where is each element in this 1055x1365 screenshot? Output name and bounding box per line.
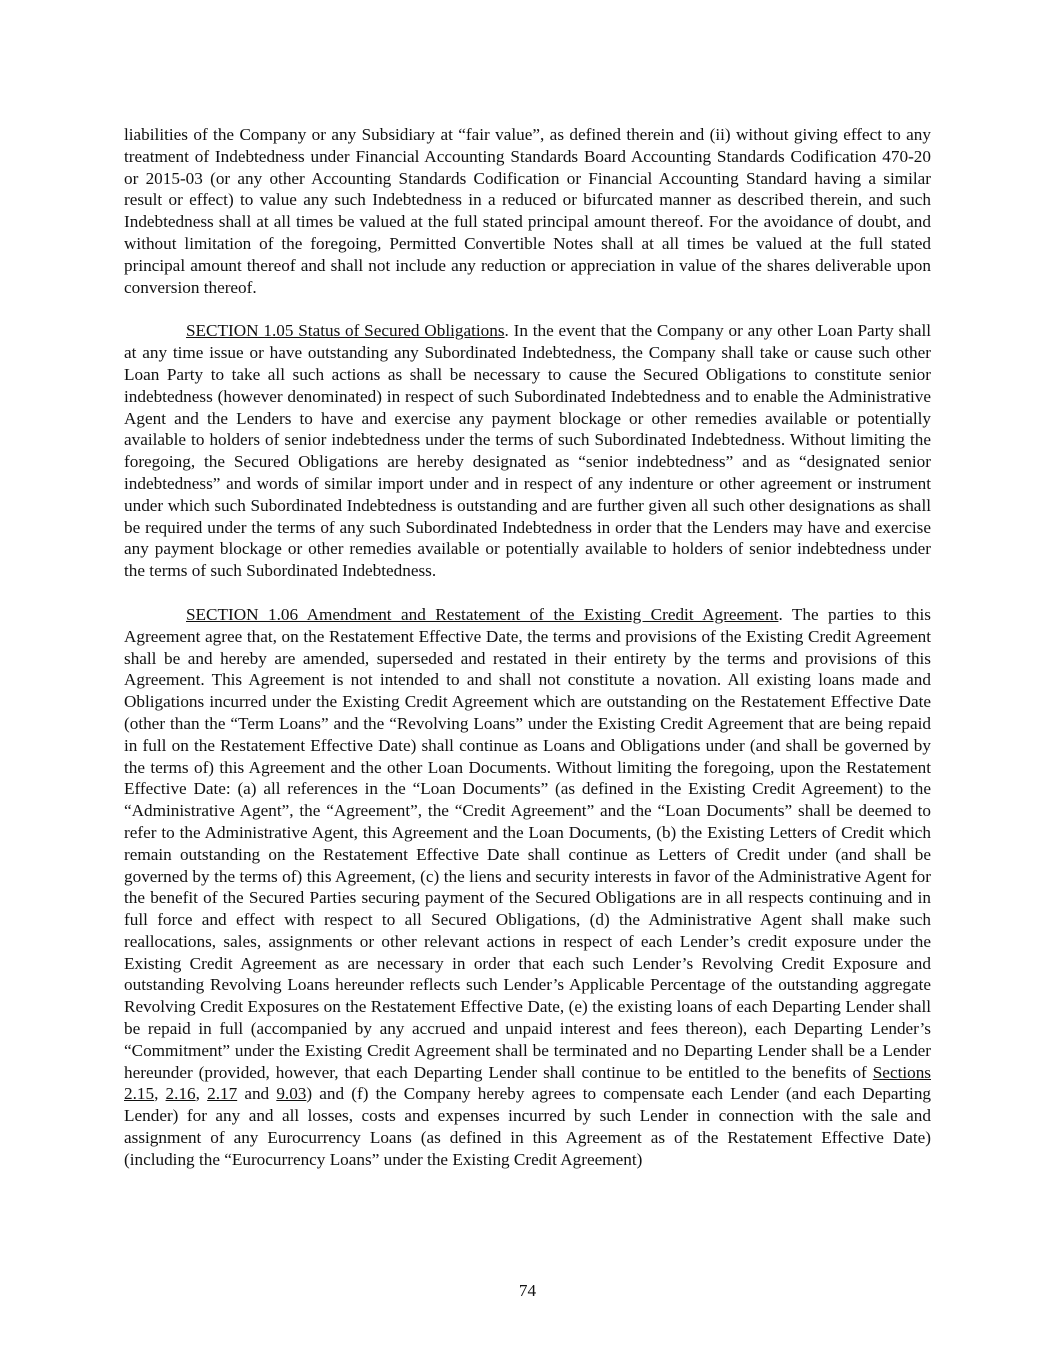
section-1-06-paragraph xyxy=(124,604,931,1171)
document-page xyxy=(124,124,931,1171)
paragraph-spacer xyxy=(124,298,931,320)
page-number: 74 xyxy=(518,1281,537,1300)
section-1-05-heading: SECTION 1.05 Status of Secured Obligations xyxy=(186,321,505,341)
paragraph-text: liabilities of the Company or any Subsidiary at “fair value”, as defined therein and (ii) without giving effect to any treatment of Indebtedness under Financial Accounting Standards Board Accounting Standards Codification 470-20 or 2015-03 (or any other Accounting Standards Codification or Financial Accounting Standard having a similar result or effect) to value any such Indebtedness in a reduced or bifurcated manner as described therein, and such Indebtedness shall at all times be valued at the full stated principal amount thereof. For the avoidance of doubt, and without limitation of the foregoing, Permitted Convertible Notes shall at all times be valued at the full stated principal amount thereof and shall not include any reduction or appreciation in value of the shares deliverable upon conversion thereof. xyxy=(124,125,931,297)
section-1-06-body-part2: ) and (f) the Company hereby agrees to compensate each Lender (and each Departing Lender) for any and all losses, costs and expenses incurred by such Lender in connection with the sale and assignment of any Eurocurrency Loans (as defined in this Agreement as of the Restatement Effective Date) (including the “Eurocurrency Loans” under the Existing Credit Agreement) xyxy=(124,1084,932,1169)
section-1-06-body-part1: . The parties to this Agreement agree that, on the Restatement Effective Date, the terms and provisions of the Existing Credit Agreement shall be and hereby are amended, superseded and restated in their entirety by the terms and provisions of this Agreement. This Agreement is not intended to and shall not constitute a novation. All existing loans made and Obligations incurred under the Existing Credit Agreement which are outstanding on the Restatement Effective Date (other than the “Term Loans” and the “Revolving Loans” under the Existing Credit Agreement that are being repaid in full on the Restatement Effective Date) shall continue as Loans and Obligations under (and shall be governed by the terms of) this Agreement and the other Loan Documents. Without limiting the foregoing, upon the Restatement Effective Date: (a) all references in the “Loan Documents” (as defined in the Existing Credit Agreement) to the “Administrative Agent”, the “Agreement”, the “Credit Agreement” and the “Loan Documents” shall be deemed to refer to the Administrative Agent, this Agreement and the Loan Documents, (b) the Existing Letters of Credit which remain outstanding on the Restatement Effective Date shall continue as Letters of Credit under (and shall be governed by the terms of) this Agreement, (c) the liens and security interests in favor of the Administrative Agent for the benefit of the Secured Parties securing payment of the Secured Obligations are in all respects continuing and in full force and effect with respect to all Secured Obligations, (d) the Administrative Agent shall make such reallocations, sales, assignments or other relevant actions in respect of each Lender’s credit exposure under the Existing Credit Agreement as are necessary in order that each such Lender’s Revolving Credit Exposure and outstanding Revolving Loans hereunder reflects such Lender’s Applicable Percentage of the outstanding aggregate Revolving Credit Exposures on the Restatement Effective Date, (e) the existing loans of each Departing Lender shall be repaid in full (accompanied by any accrued and unpaid interest and fees thereon), each Departing Lender’s “Commitment” under the Existing Credit Agreement shall be terminated and no Departing Lender shall be a Lender hereunder (provided, however, that each Departing Lender shall continue to be entitled to the benefits of xyxy=(124,604,931,1082)
cross-reference-section-2-17: 2.17 xyxy=(207,1084,238,1104)
reference-separator: , xyxy=(195,1084,208,1104)
paragraph-fair-value-continuation xyxy=(124,124,931,298)
section-1-05-paragraph xyxy=(124,320,931,582)
cross-reference-section-2-16: 2.16 xyxy=(165,1084,196,1104)
section-1-05-body: . In the event that the Company or any other Loan Party shall at any time issue or have outstanding any Subordinated Indebtedness, the Company shall take or cause such other Loan Party to take all such actions as shall be necessary to cause the Secured Obligations to constitute senior indebtedness (however denominated) in respect of such Subordinated Indebtedness and to enable the Administrative Agent and the Lenders to have and exercise any payment blockage or other remedies available or potentially available to holders of senior indebtedness under the terms of such Subordinated Indebtedness. Without limiting the foregoing, the Secured Obligations are hereby designated as “senior indebtedness” and as “designated senior indebtedness” and words of similar import under and in respect of any indenture or other agreement or instrument under which such Subordinated Indebtedness is outstanding and are further given all such other designations as shall be required under the terms of any such Subordinated Indebtedness in order that the Lenders may have and exercise any payment blockage or other remedies available or potentially available to holders of senior indebtedness under the terms of such Subordinated Indebtedness. xyxy=(124,321,932,581)
reference-separator: and xyxy=(237,1084,277,1104)
section-1-06-heading: SECTION 1.06 Amendment and Restatement of the Existing Credit Agreement xyxy=(186,604,779,624)
cross-reference-section-9-03: 9.03 xyxy=(276,1084,307,1104)
cross-reference-section-2-15: Sections 2.15 xyxy=(124,1062,931,1104)
paragraph-spacer xyxy=(124,582,931,604)
reference-separator: , xyxy=(154,1084,166,1104)
